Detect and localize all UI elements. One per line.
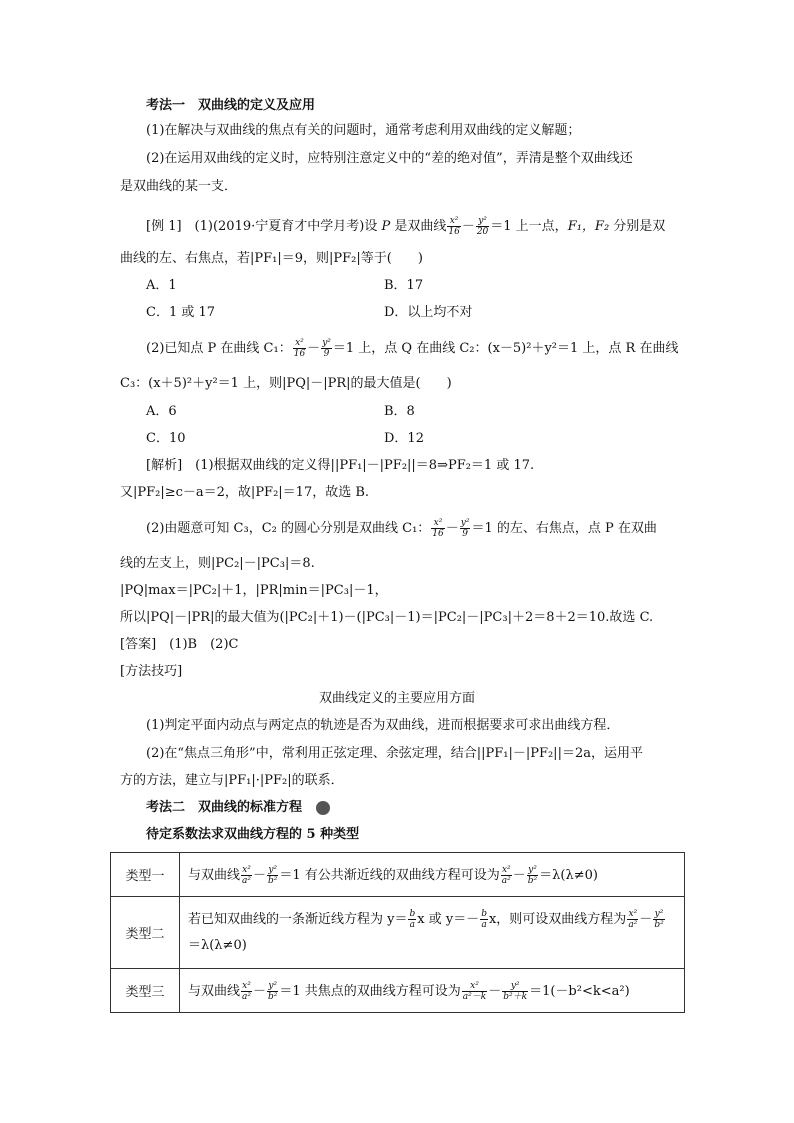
q2-mid: ＝1 上，点 Q 在曲线 C₂：(x－5)²＋y²＝1 上，点 R 在曲线 — [332, 341, 679, 356]
example-tag: [例 1] (1)(2019·宁夏育才中学月考)设 — [146, 219, 382, 234]
section1-point2b: 是双曲线的某一支． — [120, 179, 238, 194]
table-row — [111, 897, 685, 969]
example1-q1-line2: 曲线的左、右焦点，若|PF₁|＝9，则|PF₂|等于( ) — [120, 251, 423, 266]
type-desc: 与双曲线 $\frac{\text{x²}}{\text{a²}}$ － $\frac{\text{y²}}{\text{b²}}$ ＝1 共焦点的双曲线方程可设为 $\frac{\text{x²}}{\text{a²－k}}$ － $\frac{\text{y²}}{\text{b²＋k}}$ ＝1(－b²<k<a²) — [180, 969, 685, 1013]
q1-end: 分别是双 — [609, 219, 666, 234]
option-a: A．1 — [146, 278, 177, 293]
option2-b: B．8 — [384, 404, 415, 419]
minus: － — [445, 521, 459, 536]
type-desc: 与双曲线 $\frac{\text{x²}}{\text{a²}}$ － $\frac{\text{y²}}{\text{b²}}$ ＝1 有公共渐近线的双曲线方程可设为 $\frac{\text{x²}}{\text{a²}}$ － $\frac{\text{y²}}{\text{b²}}$ ＝λ(λ≠0) — [180, 853, 685, 897]
option-c: C．1 或 17 — [146, 305, 216, 320]
solution-line2: 又|PF₂|≥c－a＝2，故|PF₂|＝17，故选 B. — [120, 485, 370, 500]
fraction: $\frac{\text{x²}}{16}$ — [448, 216, 460, 237]
section1-point1: (1)在解决与双曲线的焦点有关的问题时，通常考虑利用双曲线的定义解题； — [146, 123, 581, 138]
option2-a: A．6 — [146, 404, 177, 419]
example1-q1-line1 — [146, 216, 665, 237]
minus: － — [307, 341, 321, 356]
foci: F₁，F₂ — [567, 219, 610, 234]
table-row — [111, 853, 685, 897]
type-label: 类型三 — [111, 969, 180, 1013]
section1-point2a: (2)在运用双曲线的定义时，应特别注意定义中的“差的绝对值”，弄清是整个双曲线还 — [146, 151, 633, 166]
solution-line1: [解析] (1)根据双曲线的定义得||PF₁|－|PF₂||＝8⇒PF₂＝1 或 17. — [146, 458, 535, 473]
section2-title-text: 考法二 双曲线的标准方程 — [146, 800, 303, 815]
method-tips-label: [方法技巧] — [120, 664, 183, 679]
section2-title — [146, 800, 330, 816]
type-desc: 若已知双曲线的一条渐近线方程为 y＝ $\frac{b}{a}$ x 或 y＝－ $\frac{b}{a}$ x，则可设双曲线方程为 $\frac{\text{x²}}{\text{a²}}$ － $\frac{\text{y²}}{\text{b²}}$ ＝λ(λ≠0) — [180, 897, 685, 969]
q1-mid: 是双曲线 — [390, 219, 447, 234]
table-row — [111, 969, 685, 1013]
option-b: B．17 — [384, 278, 424, 293]
answer: [答案] (1)B (2)C — [120, 637, 239, 652]
solution-line6: 所以|PQ|－|PR|的最大值为(|PC₂|＋1)－(|PC₃|－1)＝|PC₂|－|PC₃|＋2＝8＋2＝10.故选 C. — [120, 610, 654, 625]
solution-line4: 线的左支上，则|PC₂|－|PC₃|＝8. — [120, 556, 315, 571]
bullet-icon — [316, 801, 330, 815]
fraction: $\frac{\text{x²}}{16}$ — [293, 338, 306, 359]
type-label: 类型一 — [111, 853, 180, 897]
fraction: $\frac{\text{x²}}{16}$ — [432, 518, 444, 539]
minus: － — [461, 219, 475, 234]
fraction: $\frac{\text{y²}}{9}$ — [460, 518, 470, 539]
section2-subtitle: 待定系数法求双曲线方程的 5 种类型 — [146, 827, 360, 842]
fraction: $\frac{\text{y²}}{20}$ — [476, 216, 489, 237]
option2-c: C．10 — [146, 431, 186, 446]
fraction: $\frac{\text{y²}}{9}$ — [322, 338, 331, 359]
type-label: 类型二 — [111, 897, 180, 969]
option-d: D．以上均不对 — [384, 305, 473, 320]
solution-line5: |PQ|max＝|PC₂|＋1，|PR|min＝|PC₃|－1， — [120, 583, 388, 598]
tips-heading: 双曲线定义的主要应用方面 — [318, 691, 475, 706]
solution-line3 — [146, 518, 657, 539]
sol3-post: ＝1 的左、右焦点，点 P 在双曲 — [471, 521, 657, 536]
tips-item2b: 方的方法，建立与|PF₁|·|PF₂|的联系． — [120, 773, 344, 788]
tips-item1: (1)判定平面内动点与两定点的轨迹是否为双曲线，进而根据要求可求出曲线方程． — [146, 718, 620, 733]
sol3-pre: (2)由题意可知 C₃，C₂ 的圆心分别是双曲线 C₁： — [146, 521, 431, 536]
point-p: P — [381, 219, 391, 234]
q1-tail: ＝1 上一点， — [490, 219, 568, 234]
option2-d: D．12 — [384, 431, 424, 446]
example1-q2-line1 — [146, 338, 678, 359]
types-table — [110, 852, 685, 1013]
q2-pre: (2)已知点 P 在曲线 C₁： — [146, 341, 292, 356]
example1-q2-line2: C₃：(x＋5)²＋y²＝1 上，则|PQ|－|PR|的最大值是( ) — [120, 376, 452, 391]
section1-title: 考法一 双曲线的定义及应用 — [146, 98, 316, 113]
tips-item2a: (2)在“焦点三角形”中，常利用正弦定理、余弦定理，结合||PF₁|－|PF₂||＝2a，运用平 — [146, 746, 643, 761]
